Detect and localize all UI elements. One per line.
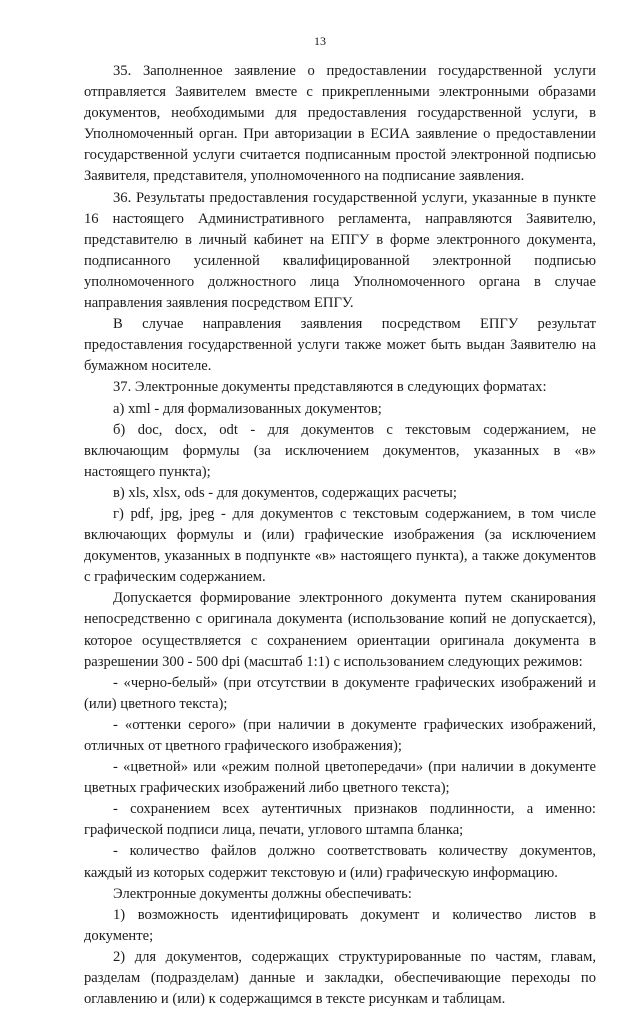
scan-authenticity: - сохранением всех аутентичных признаков подлинности, а именно: графической подписи лица, печати, углового штампа бланка; <box>84 801 596 839</box>
paragraph-35: 35. Заполненное заявление о предоставлении государственной услуги отправляется Заявителем вместе с прикрепленными электронными образами документов, необходимыми для предоставления государственной услуги, в Уполномоченный орган. При авторизации в ЕСИА заявление о предоставлении государственной услуги считается подписанным простой электронной подписью Заявителя, представителя, уполномоченного на подписание заявления. <box>84 63 596 185</box>
requirement-1: 1) возможность идентифицировать документ и количество листов в документе; <box>84 906 596 944</box>
scan-file-count: - количество файлов должно соответствовать количеству документов, каждый из которых содержит текстовую и (или) графическую информацию. <box>84 843 596 881</box>
paragraph-37: 37. Электронные документы представляются в следующих форматах: <box>113 379 547 396</box>
requirement-2: 2) для документов, содержащих структурированные по частям, главам, разделам (подразделам) данные и закладки, обеспечивающие переходы по оглавлению и (или) к содержащимся в тексте рисункам и таблицам. <box>84 948 596 1008</box>
scan-mode-color: - «цветной» или «режим полной цветопередачи» (при наличии в документе цветных графических изображений либо цветного текста); <box>84 759 596 797</box>
requirements-intro: Электронные документы должны обеспечивать: <box>113 885 412 902</box>
scan-mode-grayscale: - «оттенки серого» (при наличии в документе графических изображений, отличных от цветного графического изображения); <box>84 716 596 754</box>
document-body <box>84 61 596 1010</box>
format-item-a: а) xml - для формализованных документов; <box>113 400 382 417</box>
scanning-paragraph: Допускается формирование электронного документа путем сканирования непосредственно с оригинала документа (использование копий не допускается), которое осуществляется с сохранением ориентации оригинала документа в разрешении 300 - 500 dpi (масштаб 1:1) с использованием следующих режимов: <box>84 590 596 670</box>
paragraph-36-paper: В случае направления заявления посредством ЕПГУ результат предоставления государственной услуги также может быть выдан Заявителю на бумажном носителе. <box>84 316 596 375</box>
format-item-v: в) xls, xlsx, ods - для документов, содержащих расчеты; <box>113 484 457 501</box>
page-number: 13 <box>314 34 326 48</box>
paragraph-36: 36. Результаты предоставления государственной услуги, указанные в пункте 16 настоящего Административного регламента, направляются Заявителю, представителю в личный кабинет на ЕПГУ в форме электронного документа, подписанного усиленной квалифицированной электронной подписью уполномоченного должностного лица Уполномоченного органа в случае направления заявления посредством ЕПГУ. <box>84 189 596 312</box>
scan-mode-bw: - «черно-белый» (при отсутствии в документе графических изображений и (или) цветного текста); <box>84 674 596 712</box>
format-item-b: б) doc, docx, odt - для документов с текстовым содержанием, не включающим формулы (за исключением документов, указанных в «в» настоящего пункта); <box>84 421 596 480</box>
format-item-g: г) pdf, jpg, jpeg - для документов с текстовым содержанием, в том числе включающих формулы и (или) графические изображения (за исключением документов, указанных в подпункте «в» настоящего пункта), а также документов с графическим содержанием. <box>84 505 596 586</box>
